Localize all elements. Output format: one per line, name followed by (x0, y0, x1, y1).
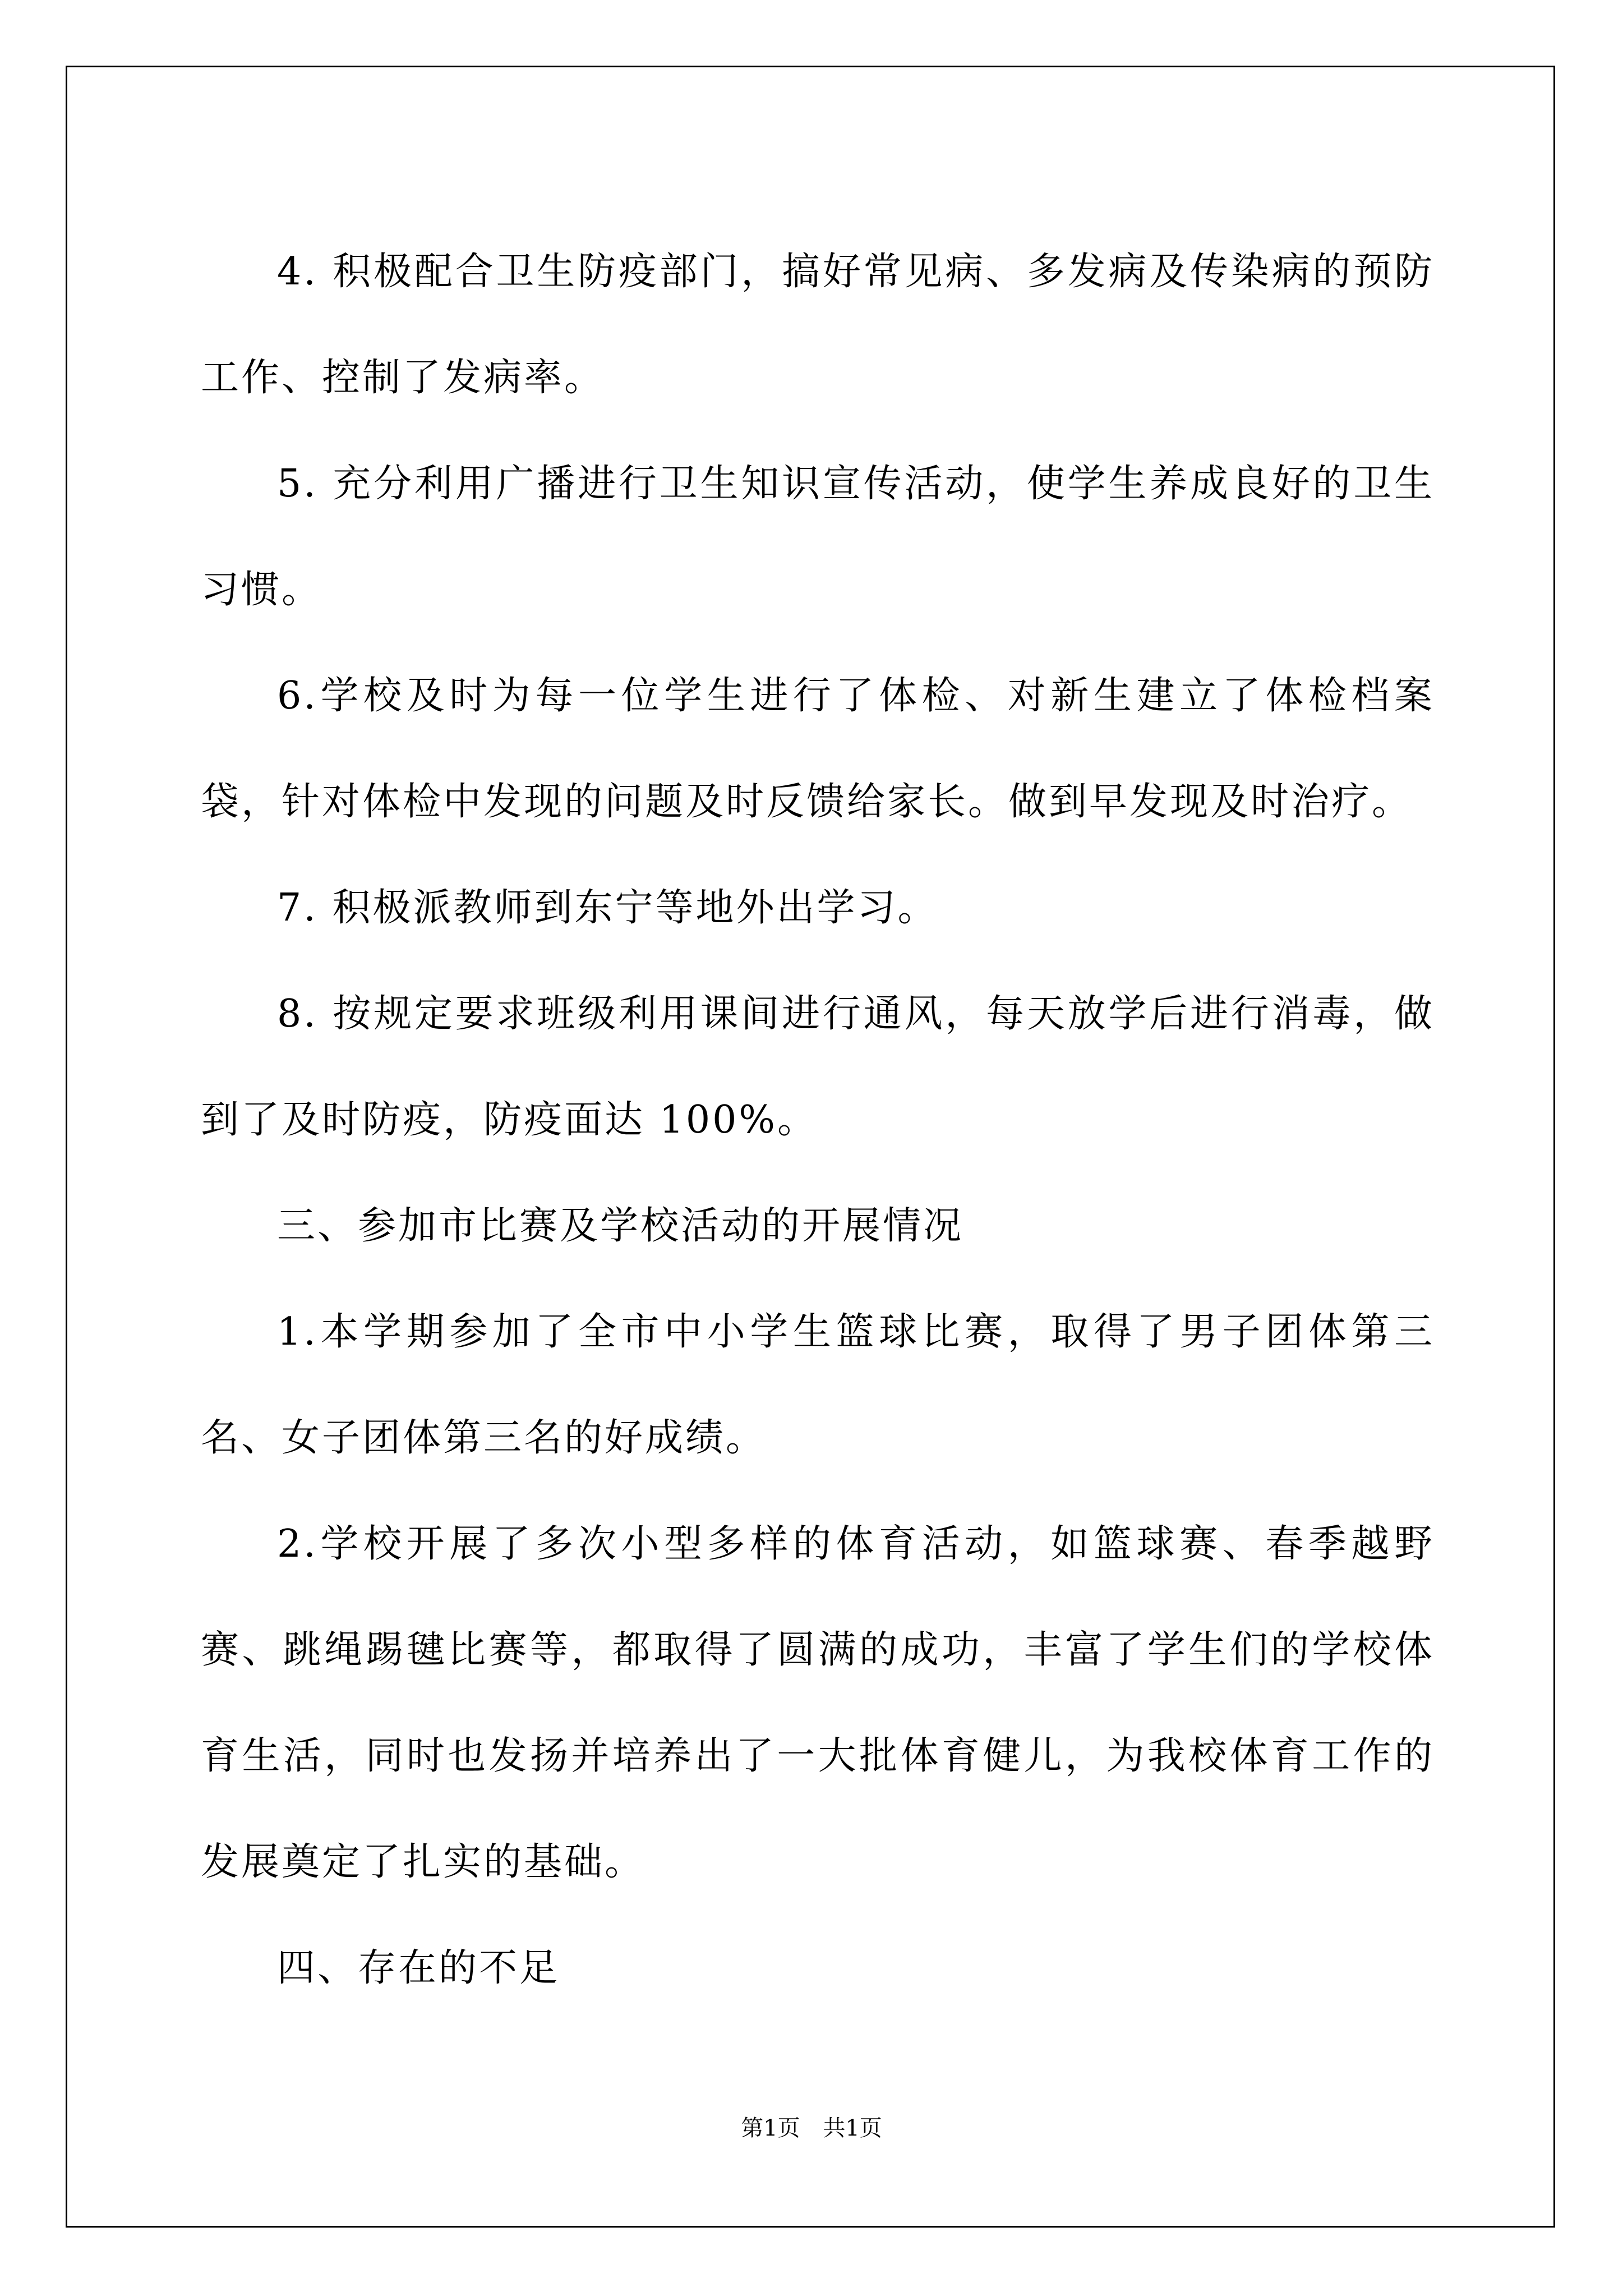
paragraph-activity-1: 1.本学期参加了全市中小学生篮球比赛，取得了男子团体第三名、女子团体第三名的好成绩。 (201, 1310, 1435, 1460)
paragraph-item-7: 7. 积极派教师到东宁等地外出学习。 (277, 886, 938, 930)
paragraph-item-8: 8. 按规定要求班级利用课间进行通风，每天放学后进行消毒，做到了及时防疫，防疫面达 100%。 (201, 992, 1435, 1142)
paragraph-item-4: 4. 积极配合卫生防疫部门，搞好常见病、多发病及传染病的预防工作、控制了发病率。 (201, 250, 1435, 400)
section-heading-4: 四、存在的不足 (277, 1946, 560, 1990)
paragraph-item-5: 5. 充分利用广播进行卫生知识宣传活动，使学生养成良好的卫生习惯。 (201, 462, 1435, 612)
page-number-total: 共1页 (823, 2115, 882, 2141)
document-body (201, 219, 1435, 2021)
paragraph-activity-2: 2.学校开展了多次小型多样的体育活动，如篮球赛、春季越野赛、跳绳踢毽比赛等，都取得了圆满的成功，丰富了学生们的学校体育生活，同时也发扬并培养出了一大批体育健儿，为我校体育工作的发展奠定了扎实的基础。 (201, 1522, 1435, 1884)
page-footer (0, 2115, 1623, 2142)
paragraph-item-6: 6.学校及时为每一位学生进行了体检、对新生建立了体检档案袋，针对体检中发现的问题及时反馈给家长。做到早发现及时治疗。 (201, 674, 1435, 824)
section-heading-3: 三、参加市比赛及学校活动的开展情况 (277, 1204, 964, 1248)
page-number-current: 第1页 (741, 2115, 800, 2141)
